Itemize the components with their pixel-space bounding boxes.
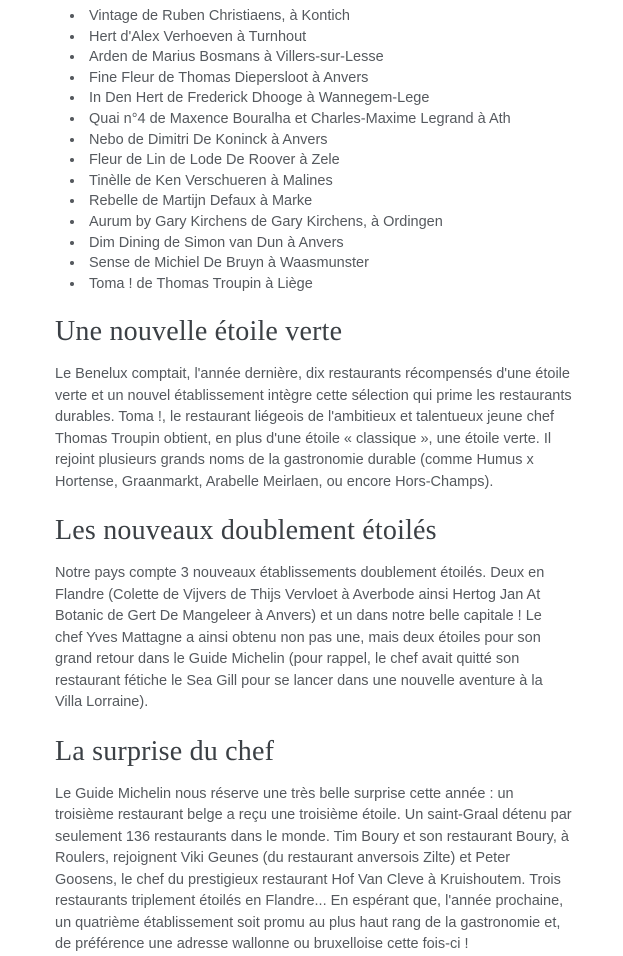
list-item: • Fleur de Lin de Lode De Roover à Zele <box>85 150 573 171</box>
section-two-stars <box>55 514 573 714</box>
section-paragraph: Le Benelux comptait, l'année dernière, dix restaurants récompensés d'une étoile verte et un nouvel établissement intègre cette sélection qui prime les restaurants durables. Toma !, le restaurant liégeois de l'ambitieux et talentueux jeune chef Thomas Troupin obtient, en plus d'une étoile « classique », une étoile verte. Il rejoint plusieurs grands noms de la gastronomie durable (comme Humus x Hortense, Graanmarkt, Arabelle Meirlaen, ou encore Hors-Champs). <box>55 366 572 490</box>
section-heading: Une nouvelle étoile verte <box>55 316 343 348</box>
restaurant-list <box>55 6 573 294</box>
section-heading: Les nouveaux doublement étoilés <box>55 515 437 547</box>
list-item: • Quai n°4 de Maxence Bouralha et Charles-Maxime Legrand à Ath <box>85 109 573 130</box>
list-item: • Vintage de Ruben Christiaens, à Kontich <box>85 6 573 27</box>
list-item: • Nebo de Dimitri De Koninck à Anvers <box>85 130 573 151</box>
section-paragraph: Notre pays compte 3 nouveaux établissements doublement étoilés. Deux en Flandre (Colette de Vijvers de Thijs Vervloet à Averbode ainsi Hertog Jan At Botanic de Gert De Mangeleer à Anvers) et un dans notre belle capitale ! Le chef Yves Mattagne a ainsi obtenu non pas une, mais deux étoiles pour son grand retour dans le Guide Michelin (pour rappel, le chef avait quitté son restaurant fétiche le Sea Gill pour se lancer dans une nouvelle aventure à la Villa Lorraine). <box>55 565 545 711</box>
list-item: • Fine Fleur de Thomas Diepersloot à Anvers <box>85 68 573 89</box>
list-item: • Toma ! de Thomas Troupin à Liège <box>85 274 573 295</box>
list-item: • Rebelle de Martijn Defaux à Marke <box>85 191 573 212</box>
section-chef-surprise <box>55 735 573 956</box>
list-item: • In Den Hert de Frederick Dhooge à Wannegem-Lege <box>85 88 573 109</box>
section-green-star <box>55 315 573 493</box>
list-item: • Tinèlle de Ken Verschueren à Malines <box>85 171 573 192</box>
section-heading: La surprise du chef <box>55 735 275 767</box>
list-item: • Dim Dining de Simon van Dun à Anvers <box>85 233 573 254</box>
list-item: • Aurum by Gary Kirchens de Gary Kirchens, à Ordingen <box>85 212 573 233</box>
section-paragraph: Le Guide Michelin nous réserve une très belle surprise cette année : un troisième restaurant belge a reçu une troisième étoile. Un saint-Graal détenu par seulement 136 restaurants dans le monde. Tim Boury et son restaurant Boury, à Roulers, rejoignent Viki Geunes (du restaurant anversois Zilte) et Peter Goosens, le chef du prestigieux restaurant Hof Van Cleve à Kruishoutem. Trois restaurants triplement étoilés en Flandre... En espérant que, l'année prochaine, un quatrième établissement soit promu au plus haut rang de la gastronomie et, de préférence une adresse wallonne ou bruxelloise cette fois-ci ! <box>55 785 572 953</box>
list-item: • Hert d'Alex Verhoeven à Turnhout <box>85 27 573 48</box>
list-item: • Arden de Marius Bosmans à Villers-sur-Lesse <box>85 47 573 68</box>
list-item: • Sense de Michiel De Bruyn à Waasmunster <box>85 253 573 274</box>
